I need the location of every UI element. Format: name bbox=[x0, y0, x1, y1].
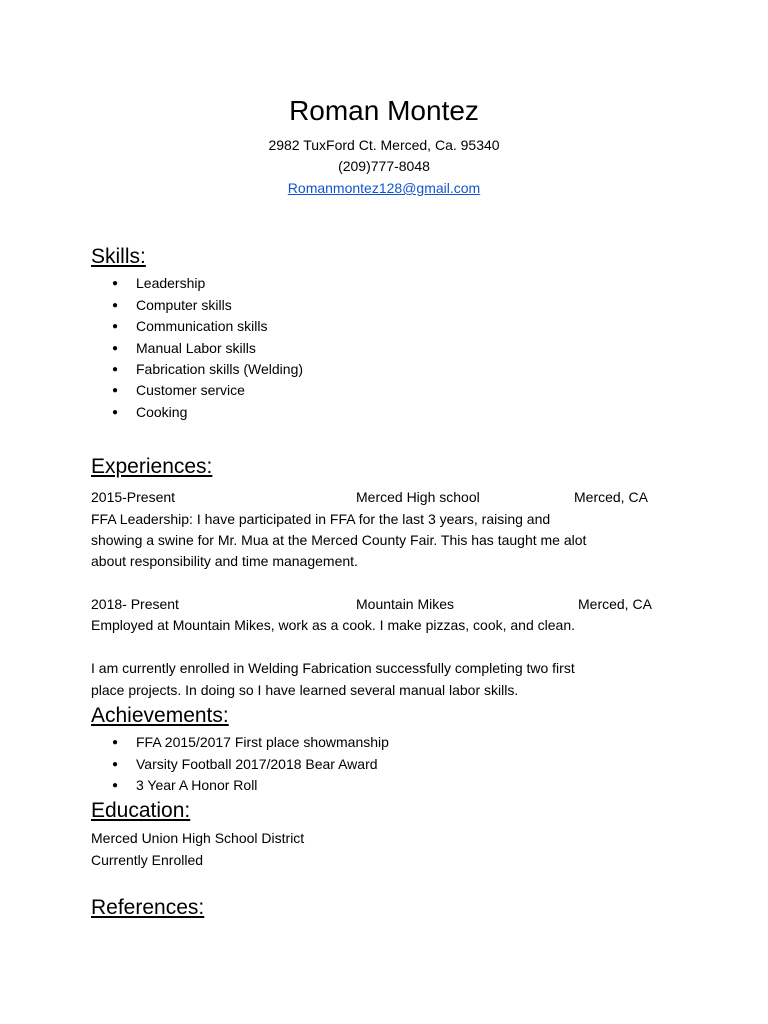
achievement-item: FFA 2015/2017 First place showmanship bbox=[136, 734, 389, 750]
bullet-icon: ● bbox=[112, 737, 119, 748]
bullet-icon: ● bbox=[112, 364, 119, 375]
experience-location: Merced, CA bbox=[578, 596, 652, 612]
bullet-icon: ● bbox=[112, 278, 119, 289]
experience-note: place projects. In doing so I have learned several manual labor skills. bbox=[91, 682, 519, 698]
experience-location: Merced, CA bbox=[574, 489, 648, 505]
experience-description: FFA Leadership: I have participated in FFA for the last 3 years, raising and bbox=[91, 511, 551, 527]
bullet-icon: ● bbox=[112, 343, 119, 354]
skill-item: Customer service bbox=[136, 382, 245, 398]
education-school: Merced Union High School District bbox=[91, 830, 305, 846]
education-status: Currently Enrolled bbox=[91, 852, 204, 868]
education-heading: Education: bbox=[91, 799, 191, 822]
bullet-icon: ● bbox=[112, 759, 119, 770]
phone: (209)777-8048 bbox=[338, 158, 430, 174]
experience-dates: 2018- Present bbox=[91, 596, 179, 612]
skill-item: Computer skills bbox=[136, 297, 232, 313]
applicant-name: Roman Montez bbox=[289, 95, 479, 126]
bullet-icon: ● bbox=[112, 300, 119, 311]
email-link[interactable]: Romanmontez128@gmail.com bbox=[287, 180, 481, 196]
achievement-item: 3 Year A Honor Roll bbox=[136, 777, 258, 793]
experience-note: I am currently enrolled in Welding Fabrication successfully completing two first bbox=[91, 660, 575, 676]
bullet-icon: ● bbox=[112, 780, 119, 791]
bullet-icon: ● bbox=[112, 385, 119, 396]
skill-item: Communication skills bbox=[136, 318, 268, 334]
experience-description: Employed at Mountain Mikes, work as a cook. I make pizzas, cook, and clean. bbox=[91, 617, 576, 633]
experience-org: Merced High school bbox=[356, 489, 480, 505]
skill-item: Fabrication skills (Welding) bbox=[136, 361, 304, 377]
bullet-icon: ● bbox=[112, 407, 119, 418]
skill-item: Cooking bbox=[136, 404, 188, 420]
references-heading: References: bbox=[91, 896, 205, 919]
email-line bbox=[0, 179, 768, 197]
skill-item: Leadership bbox=[136, 275, 206, 291]
experience-dates: 2015-Present bbox=[91, 489, 176, 505]
achievements-heading: Achievements: bbox=[91, 704, 229, 727]
experience-description: showing a swine for Mr. Mua at the Merced County Fair. This has taught me alot bbox=[91, 532, 587, 548]
skill-item: Manual Labor skills bbox=[136, 340, 256, 356]
experiences-heading: Experiences: bbox=[91, 455, 213, 478]
achievement-item: Varsity Football 2017/2018 Bear Award bbox=[136, 756, 378, 772]
address: 2982 TuxFord Ct. Merced, Ca. 95340 bbox=[268, 137, 500, 153]
bullet-icon: ● bbox=[112, 321, 119, 332]
skills-heading: Skills: bbox=[91, 245, 146, 268]
experience-description: about responsibility and time management. bbox=[91, 553, 358, 569]
experience-org: Mountain Mikes bbox=[356, 596, 455, 612]
